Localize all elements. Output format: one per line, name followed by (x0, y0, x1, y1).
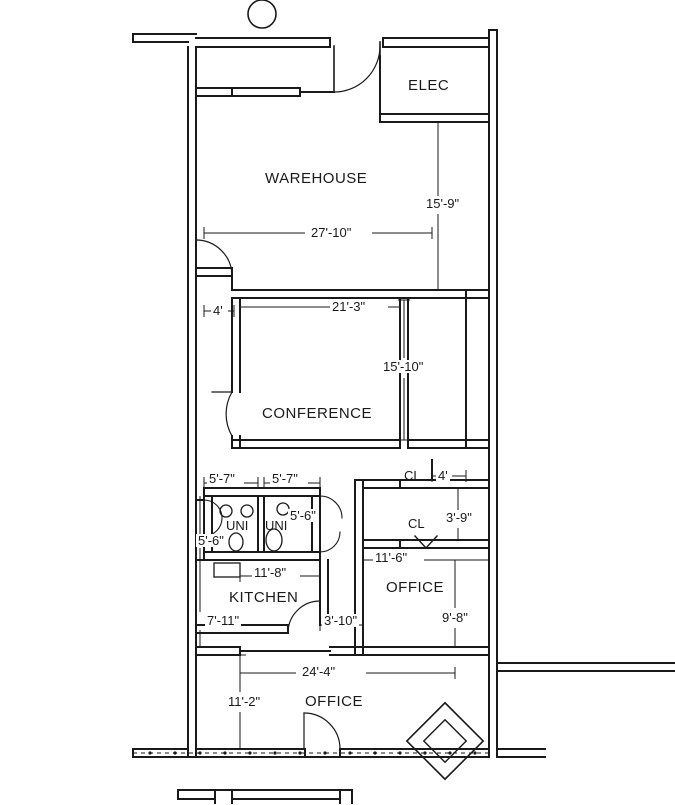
dim-office-depth: 9'-8" (442, 610, 468, 625)
room-label-closet-2: CL (408, 516, 425, 531)
room-label-kitchen: KITCHEN (229, 589, 299, 606)
dim-front-office-width: 24'-4" (302, 664, 336, 679)
dim-restroom-depth: 5'-6" (290, 508, 316, 523)
room-label-office-1: OFFICE (386, 579, 444, 596)
dim-office-width: 11'-6" (375, 550, 408, 565)
dim-closet-width: 4' (438, 468, 448, 483)
dim-conference-depth: 15'-10" (383, 359, 424, 374)
room-label-office-2: OFFICE (305, 693, 363, 710)
dim-restroom-left-side: 5'-6" (198, 533, 224, 548)
dim-kitchen-door: 3'-10" (324, 613, 358, 628)
dim-restroom-a-width: 5'-7" (209, 471, 235, 486)
dim-kitchen-width: 11'-8" (254, 565, 287, 580)
dim-closet-depth: 3'-9" (446, 510, 472, 525)
room-label-conference: CONFERENCE (262, 405, 373, 422)
room-label-elec: ELEC (408, 77, 450, 94)
room-label-warehouse: WAREHOUSE (265, 170, 368, 187)
dim-front-office-depth: 11'-2" (228, 694, 261, 709)
room-label-unisex-1: UNI (226, 518, 249, 533)
dim-kitchen-depth: 7'-11" (207, 613, 240, 628)
room-label-closet-1: CL (404, 468, 421, 483)
dim-restroom-b-width: 5'-7" (272, 471, 298, 486)
dim-conference-offset: 4' (213, 303, 223, 318)
dim-warehouse-width: 27'-10" (311, 225, 352, 240)
room-label-unisex-2: UNI (265, 518, 288, 533)
dim-conference-width: 21'-3" (332, 299, 366, 314)
dim-elec-depth: 15'-9" (426, 196, 460, 211)
